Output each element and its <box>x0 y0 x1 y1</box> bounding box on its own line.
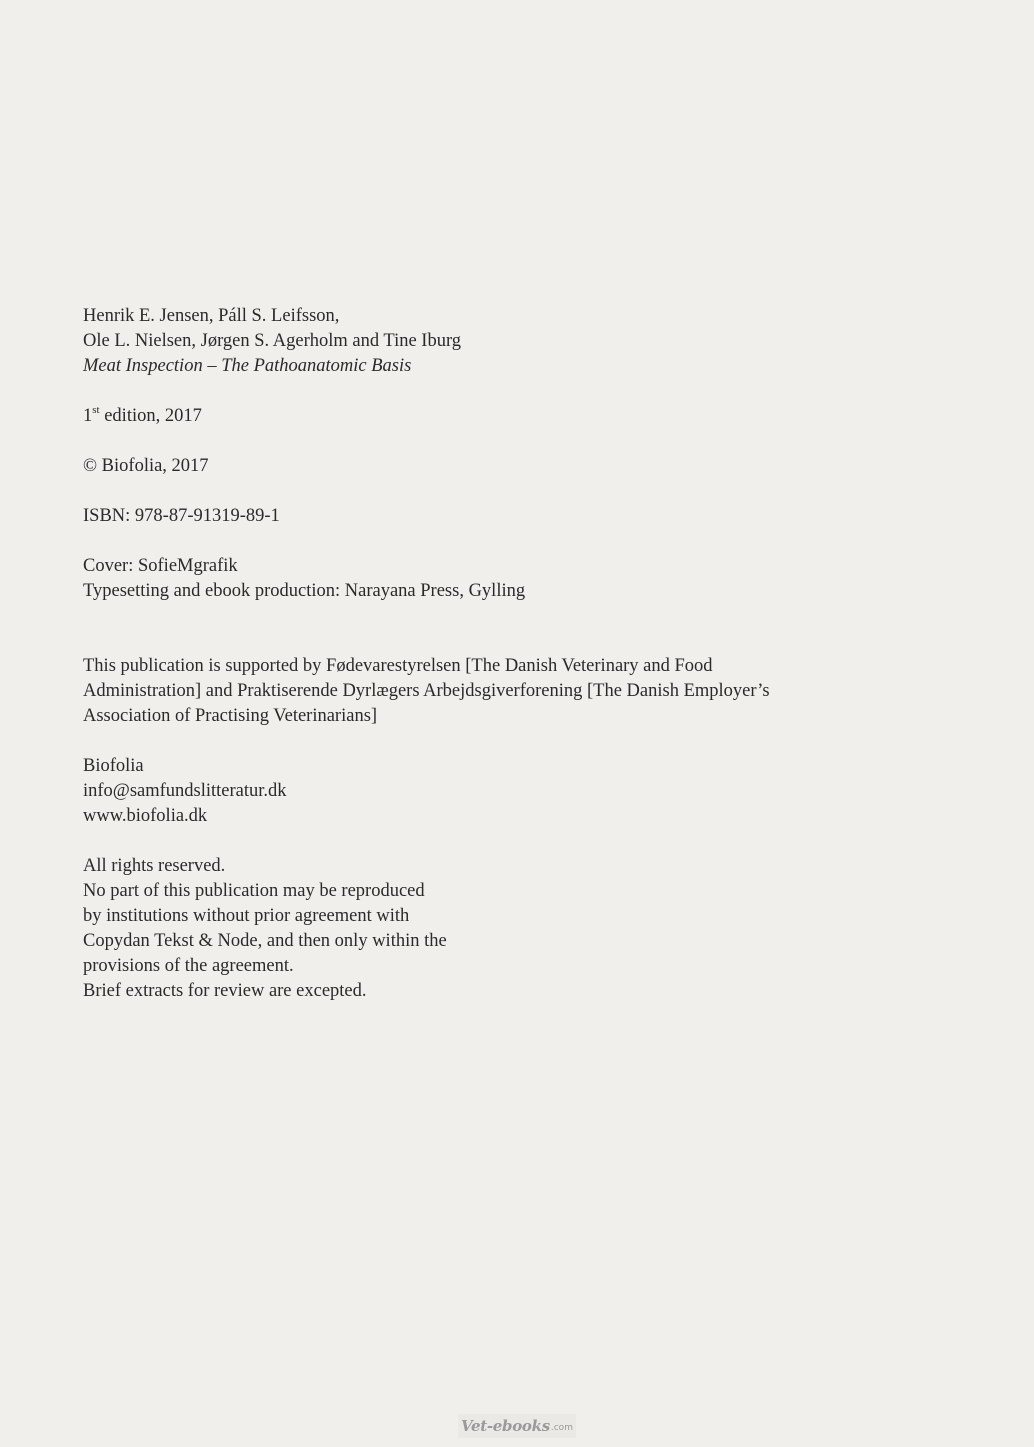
rights-line: No part of this publication may be reproduced <box>83 881 425 901</box>
watermark-tld: .com <box>550 1423 573 1433</box>
authors-block <box>83 304 883 379</box>
edition-line <box>83 404 883 429</box>
support-statement <box>83 654 883 729</box>
rights-line: provisions of the agreement. <box>83 956 294 976</box>
isbn: ISBN: 978-87-91319-89-1 <box>83 506 280 526</box>
typesetting-credit: Typesetting and ebook production: Narayana Press, Gylling <box>83 581 526 601</box>
support-line-3: Association of Practising Veterinarians] <box>83 706 378 726</box>
rights-block <box>83 854 883 1004</box>
copyright-notice: © Biofolia, 2017 <box>83 456 209 476</box>
authors-line-1: Henrik E. Jensen, Páll S. Leifsson, <box>83 306 340 326</box>
rights-line: Copydan Tekst & Node, and then only within the <box>83 931 447 951</box>
support-line-1: This publication is supported by Fødevarestyrelsen [The Danish Veterinary and Food <box>83 656 713 676</box>
edition-text: edition, 2017 <box>99 406 202 426</box>
edition-number: 1 <box>83 406 93 426</box>
rights-line: Brief extracts for review are excepted. <box>83 981 367 1001</box>
copyright-page <box>83 304 883 1004</box>
watermark-text: Vet-ebooks <box>461 1417 550 1435</box>
watermark-logo <box>458 1414 576 1438</box>
rights-line: All rights reserved. <box>83 856 226 876</box>
authors-line-2: Ole L. Nielsen, Jørgen S. Agerholm and Tine Iburg <box>83 331 462 351</box>
edition-ordinal: st <box>92 403 100 416</box>
credits-block <box>83 554 883 604</box>
publisher-name: Biofolia <box>83 756 144 776</box>
publisher-website: www.biofolia.dk <box>83 806 208 826</box>
rights-line: by institutions without prior agreement with <box>83 906 410 926</box>
publisher-block <box>83 754 883 829</box>
book-title: Meat Inspection – The Pathoanatomic Basis <box>83 356 412 376</box>
cover-credit: Cover: SofieMgrafik <box>83 556 238 576</box>
support-line-2: Administration] and Praktiserende Dyrlægers Arbejdsgiverforening [The Danish Employer’s <box>83 681 770 701</box>
publisher-email: info@samfundslitteratur.dk <box>83 781 287 801</box>
